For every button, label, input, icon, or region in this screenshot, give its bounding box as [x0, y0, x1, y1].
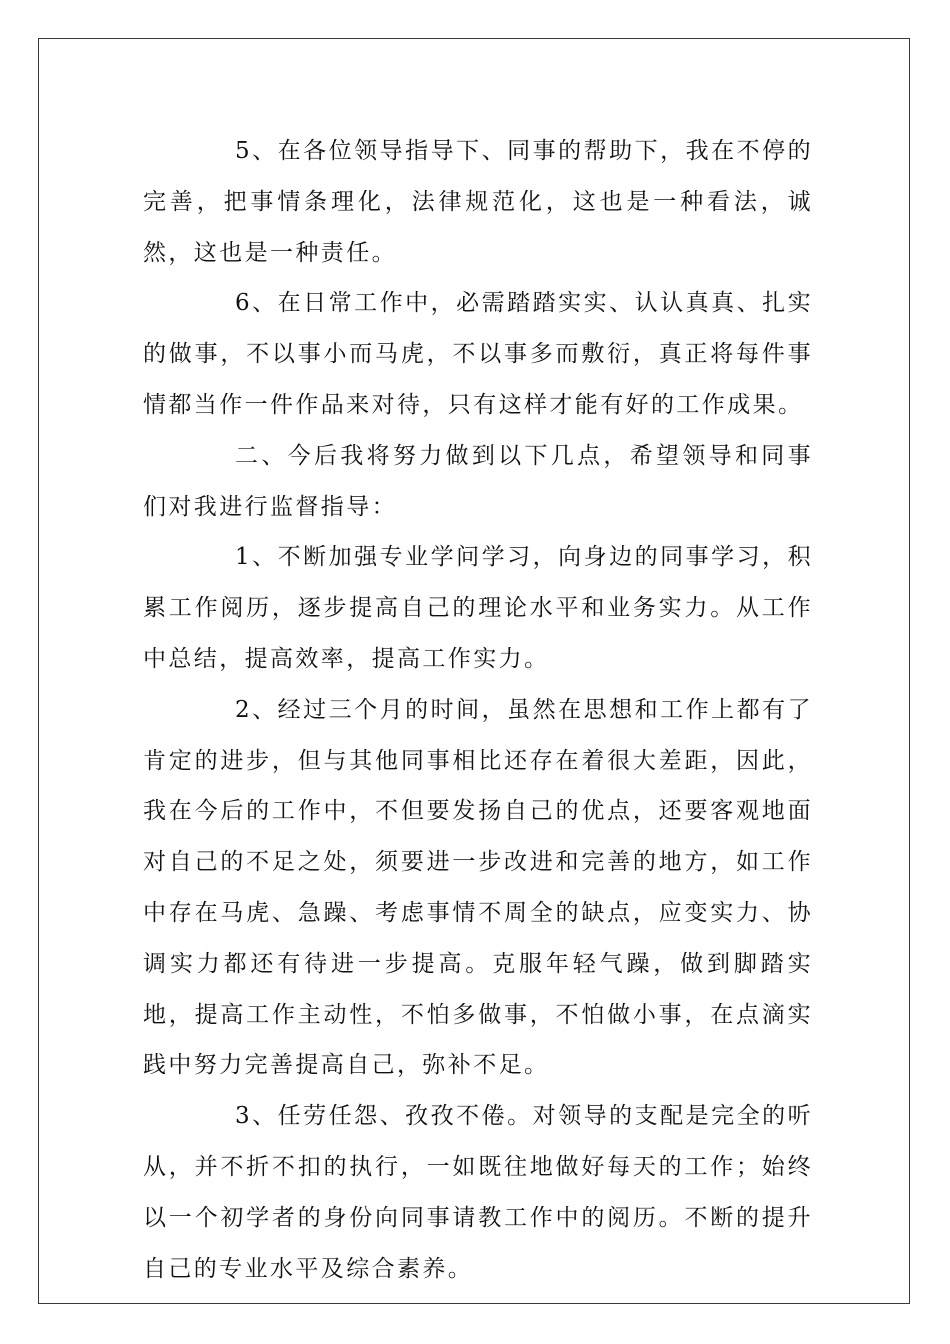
paragraph-item-6: 6、在日常工作中，必需踏踏实实、认认真真、扎实的做事，不以事小而马虎，不以事多而敷衍，真正将每件事情都当作一件作品来对待，只有这样才能有好的工作成果。 — [143, 290, 813, 418]
section-heading-2: 二、今后我将努力做到以下几点，希望领导和同事们对我进行监督指导： — [143, 442, 813, 520]
document-body — [143, 126, 813, 1294]
paragraph-item-1: 1、不断加强专业学问学习，向身边的同事学习，积累工作阅历，逐步提高自己的理论水平和业务实力。从工作中总结，提高效率，提高工作实力。 — [143, 544, 813, 672]
paragraph-item-3: 3、任劳任怨、孜孜不倦。对领导的支配是完全的听从，并不折不扣的执行，一如既往地做好每天的工作；始终以一个初学者的身份向同事请教工作中的阅历。不断的提升自己的专业水平及综合素养。 — [143, 1103, 813, 1282]
paragraph-item-2: 2、经过三个月的时间，虽然在思想和工作上都有了肯定的进步，但与其他同事相比还存在着很大差距，因此，我在今后的工作中，不但要发扬自己的优点，还要客观地面对自己的不足之处，须要进一步改进和完善的地方，如工作中存在马虎、急躁、考虑事情不周全的缺点，应变实力、协调实力都还有待进一步提高。克服年轻气躁，做到脚踏实地，提高工作主动性，不怕多做事，不怕做小事，在点滴实践中努力完善提高自己，弥补不足。 — [143, 696, 813, 1079]
paragraph-item-5: 5、在各位领导指导下、同事的帮助下，我在不停的完善，把事情条理化，法律规范化，这也是一种看法，诚然，这也是一种责任。 — [143, 138, 813, 266]
